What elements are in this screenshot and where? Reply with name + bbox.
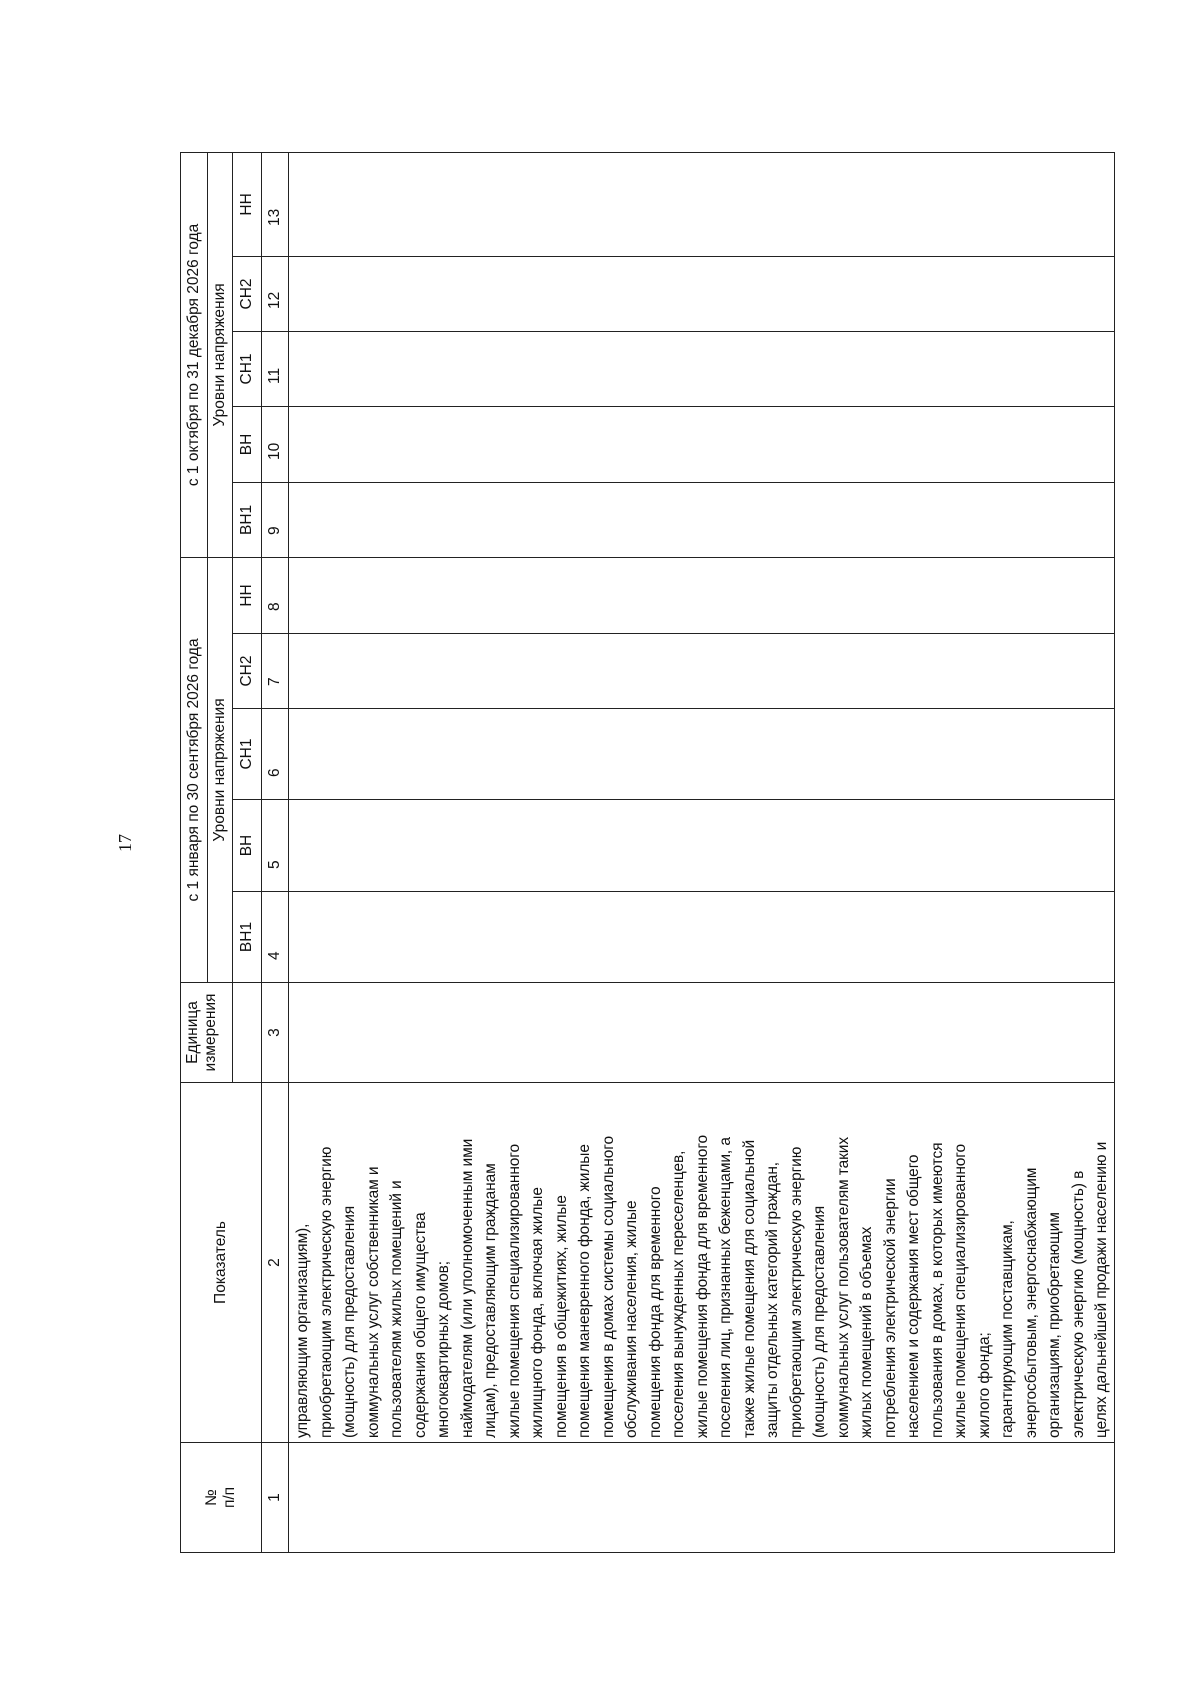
col-num-12: 12 — [262, 256, 289, 331]
col-num-7: 7 — [262, 634, 289, 709]
col-num-13: 13 — [262, 152, 289, 256]
header-unit: Единица измерения — [181, 983, 233, 1083]
column-number-row — [262, 152, 289, 1552]
value-cell — [289, 634, 1115, 709]
level-vn1-p1: ВН1 — [233, 892, 262, 983]
header-row-periods — [181, 152, 208, 1552]
tariff-table — [180, 152, 1115, 1553]
level-sn1-p2: СН1 — [233, 331, 262, 406]
col-num-2: 2 — [262, 1083, 289, 1443]
value-cell — [289, 406, 1115, 482]
value-cell — [289, 892, 1115, 983]
page-number: 17 — [115, 834, 135, 852]
level-nn-p2: НН — [233, 152, 262, 256]
value-cell — [289, 256, 1115, 331]
col-num-1: 1 — [262, 1443, 289, 1553]
value-cell — [289, 557, 1115, 633]
value-cell — [289, 152, 1115, 256]
table-row — [289, 152, 1115, 1552]
header-voltage-levels-2: Уровни напряжения — [208, 152, 233, 557]
value-cell — [289, 482, 1115, 557]
header-unit-blank — [233, 983, 262, 1083]
header-indicator: Показатель — [181, 1083, 262, 1443]
value-cell — [289, 709, 1115, 800]
level-sn2-p1: СН2 — [233, 634, 262, 709]
level-vn-p1: ВН — [233, 800, 262, 892]
level-vn-p2: ВН — [233, 406, 262, 482]
value-cell — [289, 800, 1115, 892]
level-sn2-p2: СН2 — [233, 256, 262, 331]
col-num-5: 5 — [262, 800, 289, 892]
col-num-8: 8 — [262, 557, 289, 633]
indicator-cell — [289, 1083, 1115, 1443]
header-period-1: с 1 января по 30 сентября 2026 года — [181, 557, 208, 982]
col-num-6: 6 — [262, 709, 289, 800]
col-num-11: 11 — [262, 331, 289, 406]
header-voltage-levels-1: Уровни напряжения — [208, 557, 233, 982]
indicator-text: управляющим организациям), приобретающим электрическую энергию (мощность) для предоставления коммунальных услуг собственникам и пользователям жилых помещений и содержания общего имущества многоквартирных домов; наймодателям (или уполномоченным ими лицам), предоставляющим гражданам жилые помещения специализированного жилищного фонда, включая жилые помещения в общежитиях, жилые помещения маневренного фонда, жилые помещения в домах системы социального обслуживания населения, жилые помещения фонда для временного поселения вынужденных переселенцев, жилые помещения фонда для временного поселения лиц, признанных беженцами, а также жилые помещения для социальной защиты отдельных категорий граждан, приобретающим электрическую энергию (мощность) для предоставления коммунальных услуг пользователям таких жилых помещений в объемах потребления электрической энергии населением и содержания мест общего пользования в домах, в которых имеются жилые помещения специализированного жилого фонда; гарантирующим поставщикам, энергосбытовым, энергоснабжающим организациям, приобретающим электрическую энергию (мощность) в целях дальнейшей продажи населению и — [294, 1134, 1110, 1438]
value-cell — [289, 331, 1115, 406]
header-period-2: с 1 октября по 31 декабря 2026 года — [181, 152, 208, 557]
col-num-9: 9 — [262, 482, 289, 557]
row-number-cell — [289, 1443, 1115, 1553]
unit-cell — [289, 983, 1115, 1083]
header-num: № п/п — [181, 1443, 262, 1553]
col-num-10: 10 — [262, 406, 289, 482]
level-vn1-p2: ВН1 — [233, 482, 262, 557]
col-num-4: 4 — [262, 892, 289, 983]
rotated-page-content — [180, 153, 1110, 1553]
col-num-3: 3 — [262, 983, 289, 1083]
level-sn1-p1: СН1 — [233, 709, 262, 800]
level-nn-p1: НН — [233, 557, 262, 633]
